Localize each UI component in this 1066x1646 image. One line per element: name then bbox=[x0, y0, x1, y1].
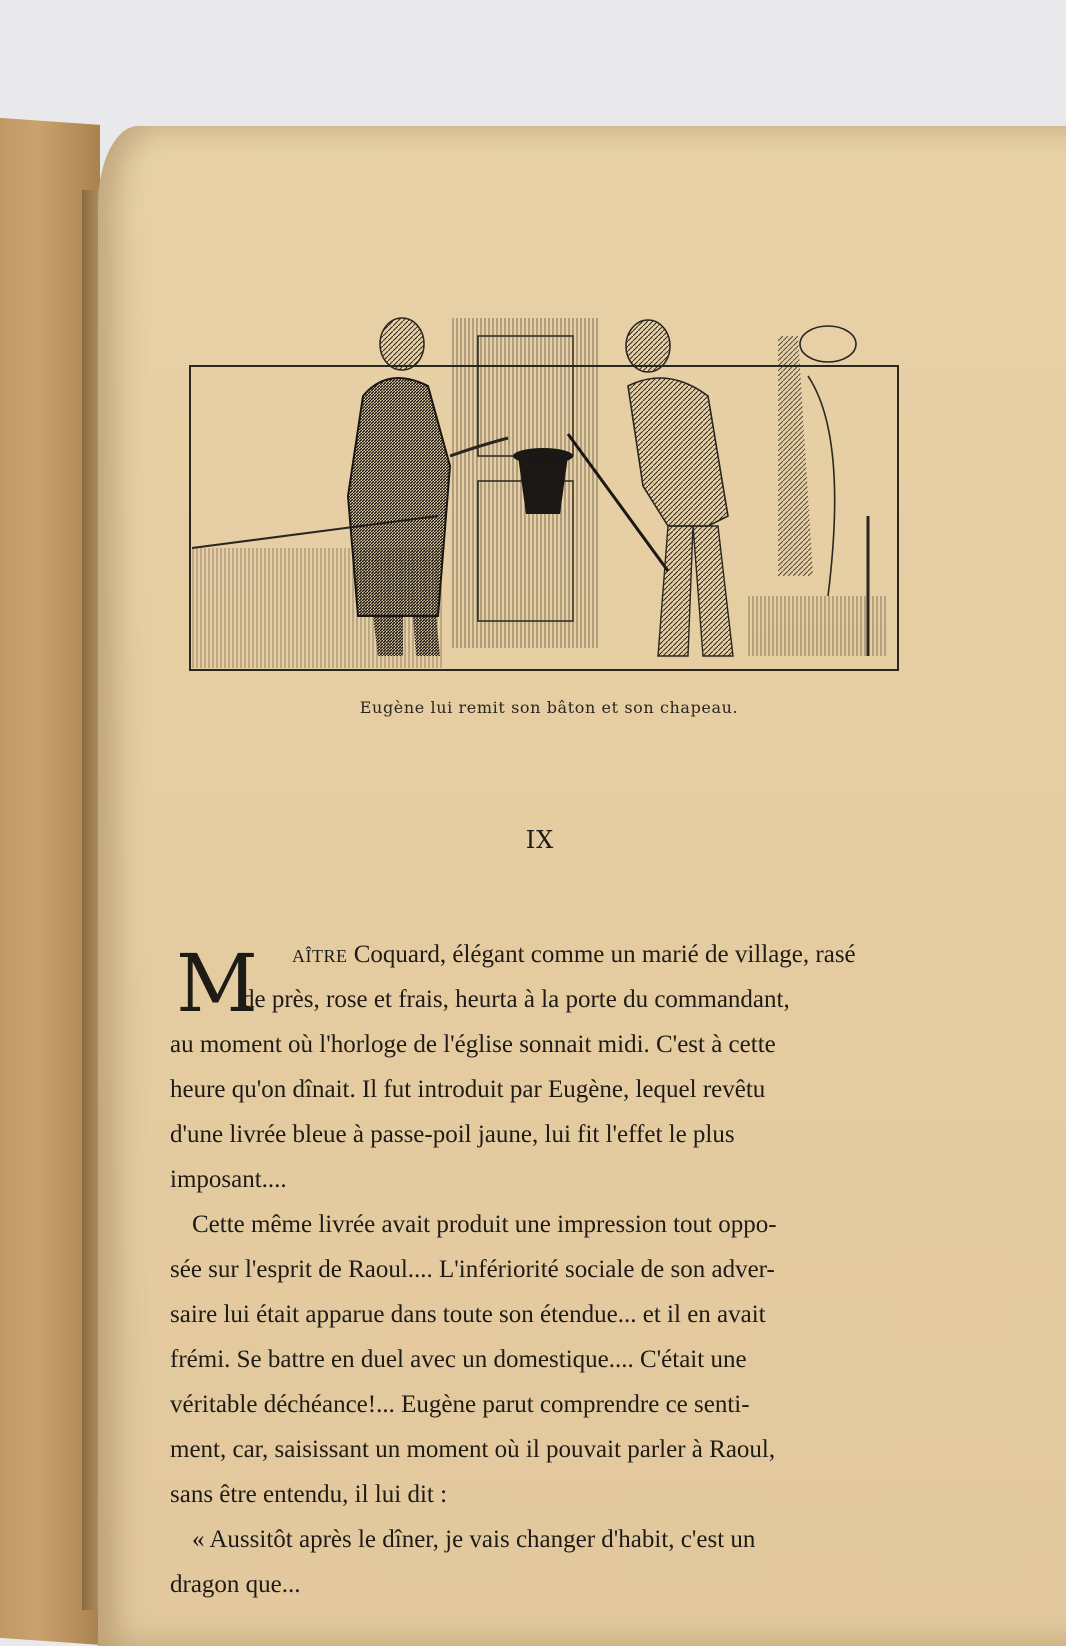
text-line: ment, car, saisissant un moment où il pouvait parler à Raoul, bbox=[170, 1436, 776, 1463]
text-line: au moment où l'horloge de l'église sonnait midi. C'est à cette bbox=[170, 1031, 776, 1058]
engraving-illustration bbox=[188, 316, 910, 680]
text-line: « Aussitôt après le dîner, je vais changer d'habit, c'est un bbox=[192, 1526, 756, 1553]
small-caps-word: aître bbox=[292, 941, 348, 968]
text-line: sée sur l'esprit de Raoul.... L'infériorité sociale de son adver- bbox=[170, 1256, 775, 1283]
text-line bbox=[170, 932, 950, 977]
text-line: saire lui était apparue dans toute son étendue... et il en avait bbox=[170, 1301, 766, 1328]
text-line: d'une livrée bleue à passe-poil jaune, lui fit l'effet le plus bbox=[170, 1121, 735, 1148]
illustration-caption: Eugène lui remit son bâton et son chapeau. bbox=[359, 698, 739, 717]
text-line: sans être entendu, il lui dit : bbox=[170, 1481, 448, 1508]
drop-cap: M bbox=[176, 937, 258, 1030]
text-line: Cette même livrée avait produit une impression tout oppo- bbox=[192, 1211, 777, 1238]
text-line: véritable déchéance!... Eugène parut comprendre ce senti- bbox=[170, 1391, 750, 1418]
body-text bbox=[170, 932, 950, 1607]
text-line: heure qu'on dînait. Il fut introduit par Eugène, lequel revêtu bbox=[170, 1076, 766, 1103]
text-line: imposant.... bbox=[170, 1166, 287, 1193]
text-line: de près, rose et frais, heurta à la porte du commandant, bbox=[242, 986, 790, 1013]
text-span: Coquard, élégant comme un marié de village, rasé bbox=[347, 941, 856, 968]
text-line: dragon que... bbox=[170, 1571, 301, 1598]
chapter-heading: IX bbox=[525, 826, 555, 854]
text-line: frémi. Se battre en duel avec un domestique.... C'était une bbox=[170, 1346, 747, 1373]
